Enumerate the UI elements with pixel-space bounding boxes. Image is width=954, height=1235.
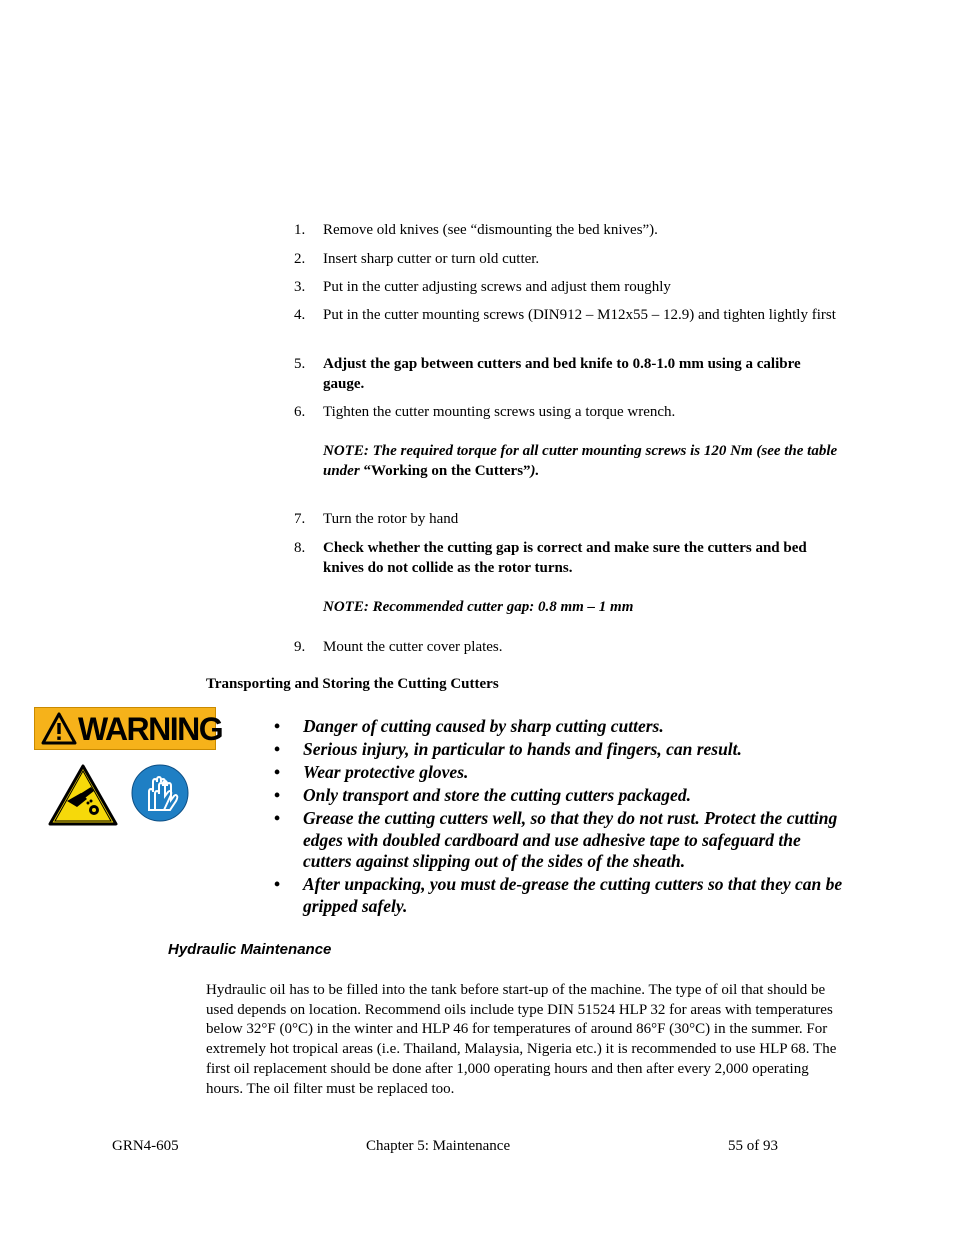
- list-item-text: After unpacking, you must de-grease the cutting cutters so that they can be gripped safely.: [303, 874, 843, 916]
- transport-heading: Transporting and Storing the Cutting Cutters: [206, 676, 499, 692]
- step-text: Put in the cutter adjusting screws and adjust them roughly: [323, 279, 671, 295]
- torque-note-text: NOTE: The required torque for all cutter mounting screws is 120 Nm (see the table under: [323, 443, 838, 479]
- step-number: 3.: [294, 279, 306, 295]
- torque-note-reference: “Working on the Cutters”: [363, 463, 531, 479]
- step-number: 9.: [294, 639, 306, 655]
- bullet: •: [274, 808, 281, 828]
- footer-chapter: Chapter 5: Maintenance: [366, 1138, 511, 1154]
- warning-bullet-list: [272, 716, 852, 919]
- step-text: Put in the cutter mounting screws (DIN912 – M12x55 – 12.9) and tighten lightly first: [323, 307, 836, 323]
- step-text: Tighten the cutter mounting screws using a torque wrench.: [323, 404, 676, 420]
- step-text: Adjust the gap between cutters and bed knife to 0.8-1.0 mm using a calibre gauge.: [323, 356, 801, 392]
- torque-note-end: ).: [530, 463, 540, 479]
- step-number: 4.: [294, 307, 306, 323]
- hydraulic-paragraph: Hydraulic oil has to be filled into the tank before start-up of the machine. The type of oil that should be used depends on location. Recommend oils include type DIN 51524 HLP 32 for areas with temperatures below 32°F (0°C) in the winter and HLP 46 for temperatures of around 86°F (30°C) in the summer. For extremely hot tropical areas (i.e. Thailand, Malaysia, Nigeria etc.) it is recommended to use HLP 68. The first oil replacement should be done after 1,000 operating hours and then after every 2,000 operating hours. The oil filter must be replaced too.: [206, 982, 837, 1097]
- footer-page-number: 55 of 93: [728, 1138, 778, 1154]
- step-text: Mount the cutter cover plates.: [323, 639, 503, 655]
- warning-label: WARNING: [78, 711, 223, 747]
- list-item-text: Wear protective gloves.: [303, 762, 469, 782]
- list-item: [272, 716, 852, 738]
- step-text: Turn the rotor by hand: [323, 511, 459, 527]
- list-item-text: Only transport and store the cutting cutters packaged.: [303, 785, 691, 805]
- hydraulic-heading: Hydraulic Maintenance: [168, 941, 332, 958]
- step-text: Insert sharp cutter or turn old cutter.: [323, 251, 540, 267]
- torque-note: [323, 441, 843, 481]
- warning-sign: [34, 707, 223, 750]
- list-item: [272, 808, 852, 873]
- bullet: •: [274, 716, 281, 736]
- bullet: •: [274, 762, 281, 782]
- list-item: [272, 785, 852, 807]
- list-item-text: Danger of cutting caused by sharp cutting cutters.: [303, 716, 664, 736]
- gap-note: NOTE: Recommended cutter gap: 0.8 mm – 1 mm: [323, 599, 634, 615]
- warning-triangle-icon: [41, 712, 77, 746]
- cutting-hazard-icon: [47, 763, 119, 827]
- list-item: [272, 762, 852, 784]
- list-item-text: Grease the cutting cutters well, so that they do not rust. Protect the cutting edges with doubled cardboard and use adhesive tape to safeguard the cutters against slipping out of the sides of the sheath.: [303, 808, 838, 871]
- step-number: 7.: [294, 511, 306, 527]
- list-item: [272, 739, 852, 761]
- bullet: •: [274, 874, 281, 894]
- list-item: [272, 874, 852, 917]
- step-text: Remove old knives (see “dismounting the bed knives”).: [323, 222, 658, 238]
- step-number: 8.: [294, 540, 306, 556]
- step-number: 2.: [294, 251, 306, 267]
- footer-doc-id: GRN4-605: [112, 1138, 179, 1154]
- protective-gloves-icon: [131, 764, 189, 822]
- step-number: 5.: [294, 356, 306, 372]
- step-text: Check whether the cutting gap is correct and make sure the cutters and bed knives do not collide as the rotor turns.: [323, 540, 807, 576]
- bullet: •: [274, 739, 281, 759]
- bullet: •: [274, 785, 281, 805]
- step-number: 1.: [294, 222, 306, 238]
- step-number: 6.: [294, 404, 306, 420]
- list-item-text: Serious injury, in particular to hands and fingers, can result.: [303, 739, 742, 759]
